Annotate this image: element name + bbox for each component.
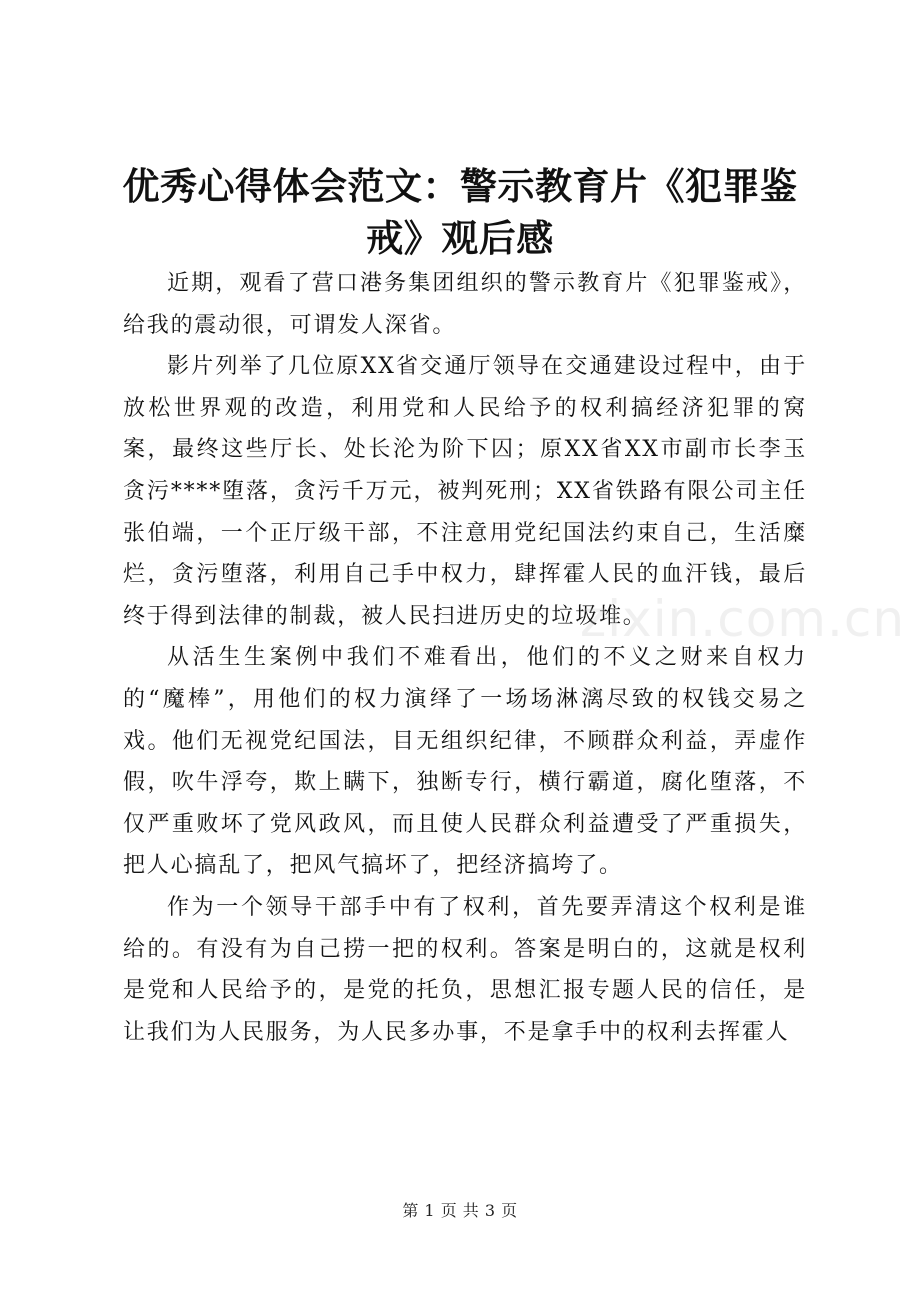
watermark: zixin.com.cn (580, 590, 906, 648)
page-footer: 第 1 页 共 3 页 (402, 1201, 518, 1220)
document-body (123, 263, 807, 1053)
paragraph-1: 近期，观看了营口港务集团组织的警示教育片《犯罪鉴戒》，给我的震动很，可谓发人深省。 (123, 271, 807, 338)
paragraph-3: 从活生生案例中我们不难看出，他们的不义之财来自权力的“魔棒”，用他们的权力演绎了一场场淋漓尽致的权钱交易之戏。他们无视党纪国法，目无组织纪律，不顾群众利益，弄虚作假，吹牛浮夸，欺上瞒下，独断专行，横行霸道，腐化堕落，不仅严重败坏了党风政风，而且使人民群众利益遭受了严重损失，把人心搞乱了，把风气搞坏了，把经济搞垮了。 (123, 645, 807, 879)
paragraph-2: 影片列举了几位原XX省交通厅领导在交通建设过程中，由于放松世界观的改造，利用党和人民给予的权利搞经济犯罪的窝案，最终这些厅长、处长沦为阶下囚；原XX省XX市副市长李玉贪污****堕落，贪污千万元，被判死刑；XX省铁路有限公司主任张伯端，一个正厅级干部，不注意用党纪国法约束自己，生活糜烂，贪污堕落，利用自己手中权力，肆挥霍人民的血汗钱，最后终于得到法律的制裁，被人民扫进历史的垃圾堆。 (123, 354, 807, 629)
document-title: 优秀心得体会范文：警示教育片《犯罪鉴戒》观后感 (122, 164, 798, 260)
paragraph-4: 作为一个领导干部手中有了权利，首先要弄清这个权利是谁给的。有没有为自己捞一把的权利。答案是明白的，这就是权利是党和人民给予的，是党的托负，思想汇报专题人民的信任，是让我们为人民服务，为人民多办事，不是拿手中的权利去挥霍人 (123, 894, 807, 1045)
